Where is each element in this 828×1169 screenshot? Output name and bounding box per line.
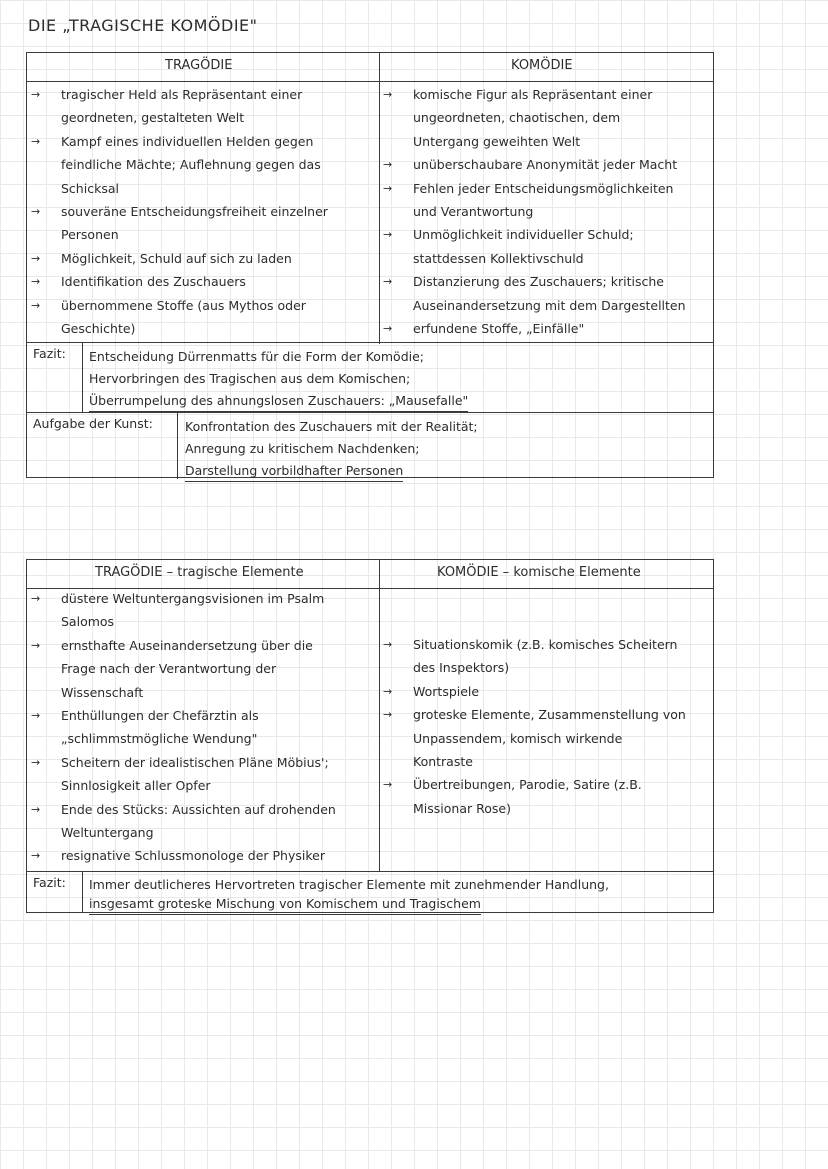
- list-item: [27, 634, 379, 704]
- list-item: [379, 633, 713, 680]
- item-line: stattdessen Kollektivschuld: [413, 250, 584, 266]
- item-line: Untergang geweihten Welt: [413, 133, 581, 149]
- arrow-right-icon: →: [31, 251, 41, 265]
- arrow-right-icon: →: [31, 755, 41, 769]
- fazit-section: [27, 871, 713, 913]
- item-line: Situationskomik (z.B. komisches Scheitern: [413, 637, 678, 652]
- list-item: [379, 223, 713, 270]
- item-line: Geschichte): [61, 321, 136, 337]
- fazit-label: Fazit:: [33, 875, 66, 890]
- item-line: übernommene Stoffe (aus Mythos oder: [61, 297, 306, 313]
- item-line: Personen: [61, 227, 119, 243]
- arrow-right-icon: →: [31, 849, 41, 863]
- list-item: [379, 317, 713, 340]
- list-item: [27, 270, 379, 293]
- arrow-right-icon: →: [383, 322, 393, 336]
- column-komoedie: [379, 83, 713, 340]
- item-line: Frage nach der Verantwortung der: [61, 661, 277, 677]
- item-line: Kontraste: [413, 754, 473, 770]
- list-item: [27, 587, 379, 634]
- fazit-label: Fazit:: [33, 346, 66, 361]
- fazit-line: insgesamt groteske Mischung von Komischem und Tragischem: [89, 894, 481, 915]
- table-header-row: [27, 53, 713, 82]
- arrow-right-icon: →: [383, 638, 393, 651]
- list-item: [27, 704, 379, 751]
- arrow-right-icon: →: [31, 298, 41, 312]
- item-line: Unpassendem, komisch wirkende: [413, 730, 623, 746]
- list-item: [27, 130, 379, 200]
- item-line: Ende des Stücks: Aussichten auf drohenden: [61, 801, 336, 817]
- column-tragoedie: [27, 83, 379, 340]
- list-item: [379, 773, 713, 820]
- fazit-divider: [82, 872, 83, 913]
- item-line: ungeordneten, chaotischen, dem: [413, 110, 621, 126]
- item-line: Distanzierung des Zuschauers; kritische: [413, 274, 664, 290]
- item-line: Scheitern der idealistischen Pläne Möbius';: [61, 754, 329, 770]
- kunst-lines: [185, 416, 478, 482]
- kunst-label: Aufgabe der Kunst:: [33, 416, 153, 431]
- table-header-row: [27, 560, 713, 589]
- arrow-right-icon: →: [383, 708, 393, 722]
- arrow-right-icon: →: [31, 88, 41, 101]
- arrow-right-icon: →: [31, 134, 41, 148]
- fazit-line: Konfrontation des Zuschauers mit der Realität;: [185, 419, 478, 434]
- item-line: Identifikation des Zuschauers: [61, 274, 246, 290]
- column-komische-elemente: [379, 633, 713, 820]
- item-line: Enthüllungen der Chefärztin als: [61, 708, 259, 724]
- list-item: [27, 294, 379, 341]
- list-item: [27, 844, 379, 867]
- item-line: Übertreibungen, Parodie, Satire (z.B.: [413, 777, 642, 793]
- item-line: und Verantwortung: [413, 204, 534, 220]
- table-tragoedie-komoedie: [26, 52, 714, 478]
- item-line: Wortspiele: [413, 683, 480, 699]
- item-line: erfundene Stoffe, „Einfälle": [413, 321, 585, 337]
- item-line: Schicksal: [61, 180, 119, 196]
- fazit-lines: [89, 875, 609, 915]
- item-line: komische Figur als Repräsentant einer: [413, 87, 653, 102]
- list-item: [27, 751, 379, 798]
- fazit-line: Darstellung vorbildhafter Personen: [185, 461, 403, 482]
- kunst-section: [27, 412, 713, 479]
- header-tragoedie: TRAGÖDIE: [165, 58, 233, 73]
- fazit-line: Hervorbringen des Tragischen aus dem Komischen;: [89, 371, 411, 386]
- item-line: Missionar Rose): [413, 800, 511, 816]
- fazit-line: Immer deutlicheres Hervortreten tragischer Elemente mit zunehmender Handlung,: [89, 877, 609, 892]
- list-item: [379, 270, 713, 317]
- fazit-line: Anregung zu kritischem Nachdenken;: [185, 441, 420, 456]
- arrow-right-icon: →: [383, 158, 393, 172]
- list-item: [379, 83, 713, 153]
- fazit-lines: [89, 346, 468, 412]
- item-line: resignative Schlussmonologe der Physiker: [61, 848, 325, 864]
- arrow-right-icon: →: [31, 638, 41, 652]
- fazit-line: Entscheidung Dürrenmatts für die Form der Komödie;: [89, 349, 425, 364]
- item-line: Weltuntergang: [61, 825, 154, 841]
- list-item: [379, 153, 713, 176]
- item-line: geordneten, gestalteten Welt: [61, 110, 245, 126]
- list-item: [379, 703, 713, 773]
- list-item: [27, 83, 379, 130]
- arrow-right-icon: →: [31, 592, 41, 605]
- item-line: souveräne Entscheidungsfreiheit einzelner: [61, 204, 328, 220]
- item-line: ernsthafte Auseinandersetzung über die: [61, 637, 313, 653]
- arrow-right-icon: →: [383, 88, 393, 101]
- list-item: [27, 798, 379, 845]
- arrow-right-icon: →: [383, 778, 393, 792]
- column-tragische-elemente: [27, 587, 379, 868]
- arrow-right-icon: →: [31, 275, 41, 289]
- item-line: Sinnlosigkeit aller Opfer: [61, 778, 211, 794]
- arrow-right-icon: →: [31, 709, 41, 723]
- list-item: [379, 680, 713, 703]
- item-line: Salomos: [61, 614, 115, 630]
- arrow-right-icon: →: [383, 228, 393, 242]
- item-line: „schlimmstmögliche Wendung": [61, 731, 258, 747]
- item-line: Kampf eines individuellen Helden gegen: [61, 133, 314, 149]
- item-line: feindliche Mächte; Auflehnung gegen das: [61, 157, 321, 173]
- kunst-divider: [177, 413, 178, 479]
- header-komoedie: KOMÖDIE: [511, 58, 573, 73]
- header-tragische-elemente: TRAGÖDIE – tragische Elemente: [95, 565, 304, 580]
- list-item: [27, 247, 379, 270]
- item-line: Möglichkeit, Schuld auf sich zu laden: [61, 250, 292, 266]
- fazit-line: Überrumpelung des ahnungslosen Zuschauers: „Mausefalle": [89, 391, 468, 412]
- item-line: Wissenschaft: [61, 684, 144, 700]
- item-line: groteske Elemente, Zusammenstellung von: [413, 707, 686, 723]
- item-line: Fehlen jeder Entscheidungsmöglichkeiten: [413, 180, 674, 196]
- arrow-right-icon: →: [383, 684, 393, 698]
- table-elemente: [26, 559, 714, 913]
- arrow-right-icon: →: [383, 181, 393, 195]
- header-komische-elemente: KOMÖDIE – komische Elemente: [437, 565, 641, 580]
- item-line: unüberschaubare Anonymität jeder Macht: [413, 157, 678, 173]
- fazit-section: [27, 342, 713, 413]
- fazit-divider: [82, 343, 83, 413]
- item-line: düstere Weltuntergangsvisionen im Psalm: [61, 591, 325, 606]
- arrow-right-icon: →: [31, 802, 41, 816]
- arrow-right-icon: →: [31, 205, 41, 219]
- list-item: [27, 200, 379, 247]
- page-title: DIE „TRAGISCHE KOMÖDIE": [28, 16, 258, 35]
- item-line: Auseinandersetzung mit dem Dargestellten: [413, 297, 686, 313]
- item-line: tragischer Held als Repräsentant einer: [61, 87, 303, 102]
- item-line: Unmöglichkeit individueller Schuld;: [413, 227, 634, 243]
- list-item: [379, 177, 713, 224]
- item-line: des Inspektors): [413, 660, 510, 676]
- arrow-right-icon: →: [383, 275, 393, 289]
